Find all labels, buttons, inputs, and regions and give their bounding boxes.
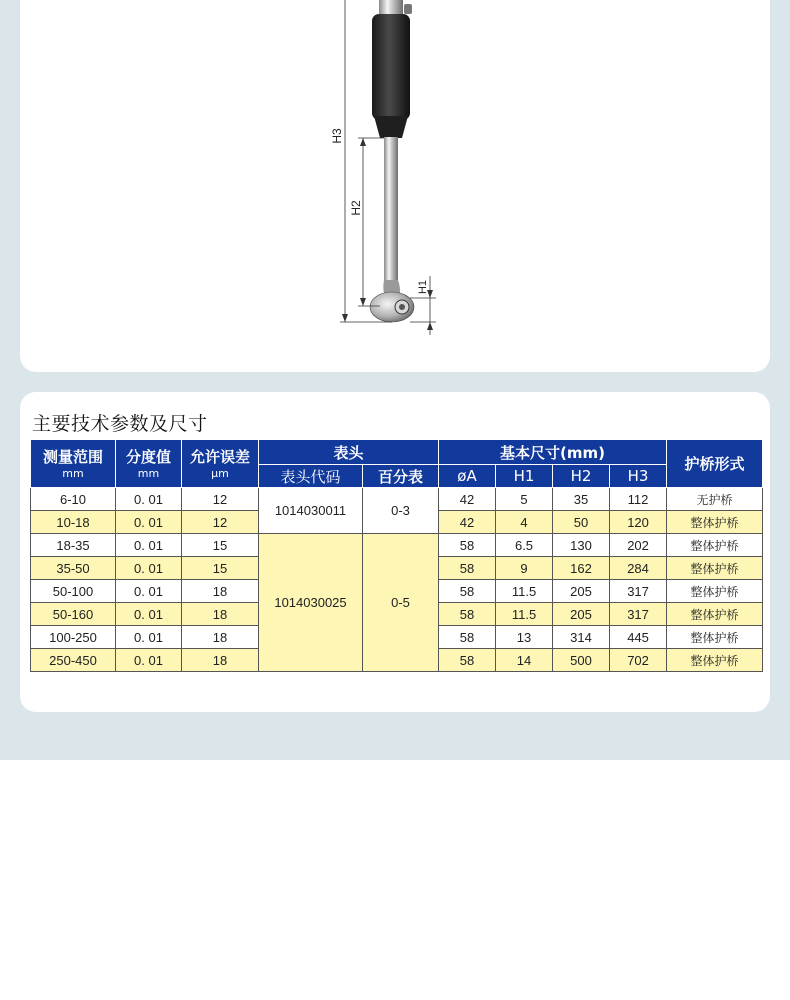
cell-oa: 42 [439,488,496,511]
cell-oa: 58 [439,557,496,580]
cell-range: 100-250 [31,626,116,649]
cell-h1: 14 [496,649,553,672]
label-h3: H3 [330,128,344,144]
cell-error: 15 [182,534,259,557]
cell-h1: 11.5 [496,580,553,603]
cell-error: 15 [182,557,259,580]
header-head-code: 表头代码 [259,465,363,488]
cell-error: 12 [182,511,259,534]
header-dims: 基本尺寸(mm) [439,440,667,465]
cell-division: 0. 01 [116,557,182,580]
header-guard: 护桥形式 [667,440,763,488]
cell-h3: 702 [610,649,667,672]
cell-oa: 58 [439,603,496,626]
label-h1: H1 [417,279,429,295]
header-oa: øA [439,465,496,488]
cell-division: 0. 01 [116,649,182,672]
cell-guard: 整体护桥 [667,649,763,672]
cell-range: 10-18 [31,511,116,534]
table-row [31,534,763,557]
cell-guard: 整体护桥 [667,557,763,580]
cell-dial: 0-3 [363,488,439,534]
cell-error: 18 [182,603,259,626]
cell-h2: 130 [553,534,610,557]
cell-division: 0. 01 [116,603,182,626]
cell-oa: 42 [439,511,496,534]
cell-range: 35-50 [31,557,116,580]
cell-oa: 58 [439,626,496,649]
cell-guard: 整体护桥 [667,580,763,603]
cell-h1: 4 [496,511,553,534]
cell-h2: 205 [553,603,610,626]
cell-range: 6-10 [31,488,116,511]
cell-h3: 112 [610,488,667,511]
cell-h1: 11.5 [496,603,553,626]
cell-h1: 5 [496,488,553,511]
header-error: 允许误差 μm [182,440,259,488]
cell-head-code: 1014030025 [259,534,363,672]
header-h3: H3 [610,465,667,488]
cell-range: 50-160 [31,603,116,626]
cell-division: 0. 01 [116,626,182,649]
cell-h3: 317 [610,603,667,626]
cell-h3: 120 [610,511,667,534]
cell-range: 18-35 [31,534,116,557]
cell-division: 0. 01 [116,580,182,603]
cell-error: 12 [182,488,259,511]
cell-division: 0. 01 [116,534,182,557]
cell-division: 0. 01 [116,511,182,534]
cell-h3: 284 [610,557,667,580]
measuring-head [370,292,414,322]
cell-oa: 58 [439,649,496,672]
cell-division: 0. 01 [116,488,182,511]
rubber-grip [372,14,410,138]
cell-guard: 整体护桥 [667,534,763,557]
cell-h2: 50 [553,511,610,534]
cell-h3: 445 [610,626,667,649]
cell-oa: 58 [439,534,496,557]
cell-error: 18 [182,649,259,672]
header-h2: H2 [553,465,610,488]
cell-range: 50-100 [31,580,116,603]
bore-gauge-diagram [0,0,790,372]
cell-h1: 9 [496,557,553,580]
cell-h2: 500 [553,649,610,672]
cell-h1: 6.5 [496,534,553,557]
cell-h1: 13 [496,626,553,649]
cell-h2: 162 [553,557,610,580]
cell-h3: 202 [610,534,667,557]
cell-h2: 314 [553,626,610,649]
cell-h2: 205 [553,580,610,603]
cell-h2: 35 [553,488,610,511]
label-h2: H2 [349,200,363,216]
header-head: 表头 [259,440,439,465]
header-h1: H1 [496,465,553,488]
cell-head-code: 1014030011 [259,488,363,534]
cell-guard: 整体护桥 [667,511,763,534]
cell-error: 18 [182,626,259,649]
cell-oa: 58 [439,580,496,603]
section-title: 主要技术参数及尺寸 [32,413,208,435]
header-dial: 百分表 [363,465,439,488]
table-row [31,488,763,511]
header-division: 分度值 mm [116,440,182,488]
cell-h3: 317 [610,580,667,603]
cell-guard: 整体护桥 [667,626,763,649]
spec-table [30,439,763,672]
cell-dial: 0-5 [363,534,439,672]
cell-guard: 无护桥 [667,488,763,511]
cell-error: 18 [182,580,259,603]
cell-guard: 整体护桥 [667,603,763,626]
lower-shaft [383,137,400,298]
upper-stem [379,0,412,16]
cell-range: 250-450 [31,649,116,672]
header-range: 测量范围 mm [31,440,116,488]
